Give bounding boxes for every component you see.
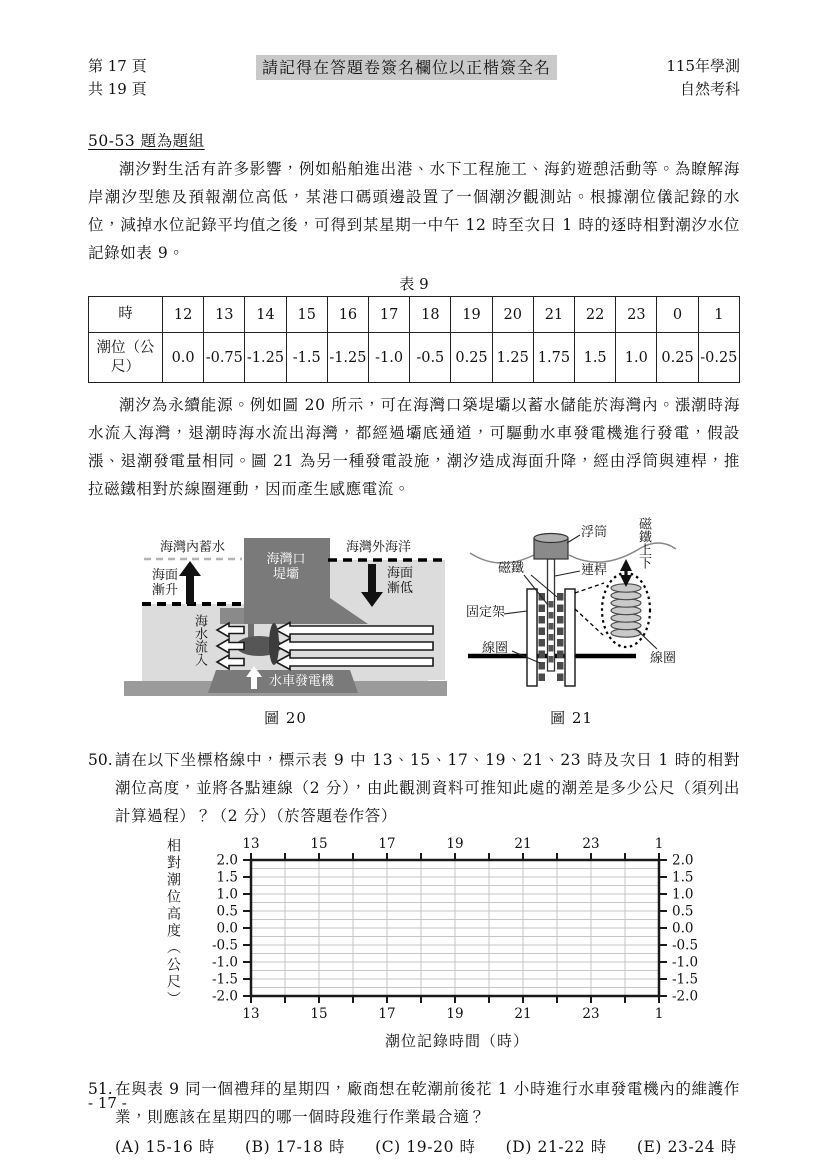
tide-level-cell: 0.0	[163, 333, 204, 383]
question-51-options	[115, 1133, 740, 1161]
x-tick-label-top: 15	[310, 836, 328, 852]
x-tick-label-top: 1	[654, 836, 664, 852]
figures-row	[88, 513, 740, 728]
hour-cell: 16	[327, 297, 368, 333]
question-50-text: 請在以下坐標格線中，標示表 9 中 13、15、17、19、21、23 時及次日 1 時的相對潮位高度，並將各點連線（2 分），由此觀測資料可推知此處的潮差是多少公尺（須列出計算過程）？（2 分）（於答題卷作答）	[115, 751, 740, 825]
rod-label: 連桿	[581, 563, 608, 578]
question-50-number: 50.	[88, 751, 113, 769]
y-tick-label-left: -0.5	[211, 937, 238, 954]
x-tick-label-top: 21	[514, 836, 532, 852]
y-tick-label-right: 2.0	[672, 852, 694, 869]
y-tick-label-right: -2.0	[672, 988, 699, 1005]
frame-label: 固定架	[466, 605, 506, 620]
magnet-updown-label: 磁鐵上下	[636, 517, 651, 569]
option-d: (D) 21-22 時	[505, 1138, 607, 1156]
tide-level-cell: 1.0	[616, 333, 657, 383]
hour-cell: 14	[245, 297, 286, 333]
y-tick-label-right: 0.0	[672, 920, 694, 937]
hour-cell: 15	[286, 297, 327, 333]
hour-cell: 22	[575, 297, 616, 333]
tide-level-cell: -1.25	[327, 333, 368, 383]
question-51-number: 51.	[88, 1080, 113, 1098]
updown-arrow	[620, 559, 632, 587]
y-tick-label-left: -1.0	[211, 954, 238, 971]
figure-20-caption: 圖 20	[264, 709, 307, 727]
page-number-block	[88, 55, 147, 101]
inflow-label: 海水流入	[192, 614, 207, 666]
row-header-level: 潮位（公尺）	[89, 333, 163, 383]
coil-label: 線圈	[482, 641, 509, 656]
y-tick-label-left: 2.0	[216, 852, 238, 869]
tide-level-cell: -1.0	[369, 333, 410, 383]
tide-level-cell: 0.25	[451, 333, 492, 383]
question-group-title: 50-53 題為題組	[88, 132, 205, 150]
total-pages-label: 共 19 頁	[88, 80, 147, 98]
y-tick-label-left: -1.5	[211, 971, 238, 988]
coil-zoom-label: 線圈	[650, 651, 677, 666]
stored-water-label: 海灣內蓄水	[160, 540, 226, 555]
turbine-blade	[269, 623, 279, 665]
coordinate-grid-block	[163, 836, 740, 1028]
x-tick-label-bottom: 23	[582, 1006, 600, 1022]
dam-label: 海灣口堤壩	[266, 552, 306, 582]
x-tick-label-bottom: 19	[446, 1006, 464, 1022]
tide-level-cell: 0.25	[657, 333, 698, 383]
x-tick-label-top: 19	[446, 836, 464, 852]
coordinate-grid	[205, 836, 705, 1028]
page-footer: - 17 -	[88, 1094, 127, 1112]
question-51-stem: 在與表 9 同一個禮拜的星期四，廠商想在乾潮前後花 1 小時進行水車發電機內的維護作業，則應該在星期四的哪一個時段進行作業最合適？	[115, 1080, 740, 1126]
hour-cell: 18	[410, 297, 451, 333]
rising-arrow	[179, 561, 201, 604]
group-intro-paragraph-1: 潮汐對生活有許多影響，例如船舶進出港、水下工程施工、海釣遊憩活動等。為瞭解海岸潮汐型態及預報潮位高低，某港口碼頭邊設置了一個潮汐觀測站。根據潮位儀記錄的水位，減掉水位記錄平均值之後，可得到某星期一中午 12 時至次日 1 時的逐時相對潮汐水位記錄如表 9。	[88, 160, 740, 262]
hour-cell: 20	[492, 297, 533, 333]
figure-20-canvas	[124, 538, 447, 698]
exam-info-block	[666, 55, 740, 101]
y-tick-label-left: 1.5	[216, 869, 238, 886]
table-row-hours	[89, 297, 740, 333]
tide-level-cell: -1.5	[286, 333, 327, 383]
figure-21-canvas	[464, 513, 679, 698]
y-tick-label-left: 0.5	[216, 903, 238, 920]
tide-level-cell: -1.25	[245, 333, 286, 383]
magnet-label: 磁鐵	[498, 561, 525, 576]
hour-cell: 13	[204, 297, 245, 333]
y-tick-label-right: -1.0	[672, 954, 699, 971]
figure-20	[124, 538, 447, 728]
page-content	[88, 129, 740, 1161]
subject-label: 自然考科	[679, 80, 740, 98]
tide-level-cell: -0.75	[204, 333, 245, 383]
x-tick-label-bottom: 21	[514, 1006, 532, 1022]
figure-21-caption: 圖 21	[550, 709, 593, 727]
sea-falling-label: 海面漸低	[386, 566, 413, 596]
tide-level-cell: 1.25	[492, 333, 533, 383]
y-tick-label-right: -1.5	[672, 971, 699, 988]
turbine-label: 水車發電機	[269, 674, 335, 689]
tide-table	[88, 296, 740, 383]
tide-level-cell: -0.5	[410, 333, 451, 383]
x-tick-label-top: 13	[242, 836, 260, 852]
option-c: (C) 19-20 時	[375, 1138, 476, 1156]
hour-cell: 17	[369, 297, 410, 333]
page-number-label: 第 17 頁	[88, 57, 147, 75]
hour-cell: 0	[657, 297, 698, 333]
sea-rising-label: 海面漸升	[151, 568, 178, 598]
y-tick-label-left: 1.0	[216, 886, 238, 903]
page-header	[88, 55, 740, 101]
tide-level-cell: 1.5	[575, 333, 616, 383]
hour-cell: 12	[163, 297, 204, 333]
float-label: 浮筒	[581, 525, 608, 540]
hour-cell: 1	[698, 297, 739, 333]
y-tick-label-right: 1.0	[672, 886, 694, 903]
x-tick-label-bottom: 17	[378, 1006, 396, 1022]
x-tick-label-bottom: 1	[654, 1006, 664, 1022]
question-51	[88, 1075, 740, 1161]
option-b: (B) 17-18 時	[244, 1138, 346, 1156]
row-header-time: 時	[89, 297, 163, 333]
tide-level-cell: -0.25	[698, 333, 739, 383]
signature-notice: 請記得在答題卷簽名欄位以正楷簽全名	[256, 55, 557, 80]
option-e: (E) 23-24 時	[636, 1138, 737, 1156]
y-tick-label-left: -2.0	[211, 988, 238, 1005]
figure-21	[464, 513, 679, 728]
y-tick-label-right: -0.5	[672, 937, 699, 954]
hour-cell: 23	[616, 297, 657, 333]
tide-level-cell: 1.75	[533, 333, 574, 383]
table9-caption: 表 9	[399, 275, 429, 293]
signature-notice-block	[256, 55, 557, 80]
question-51-text	[115, 1075, 740, 1161]
magnifier-leaders	[575, 583, 604, 635]
y-tick-label-right: 0.5	[672, 903, 694, 920]
x-tick-label-bottom: 15	[310, 1006, 328, 1022]
x-tick-label-bottom: 13	[242, 1006, 260, 1022]
y-tick-label-right: 1.5	[672, 869, 694, 886]
group-intro-paragraph-2: 潮汐為永續能源。例如圖 20 所示，可在海灣口築堤壩以蓄水儲能於海灣內。漲潮時海水流入海灣，退潮時海水流出海灣，都經過壩底通道，可驅動水車發電機進行發電，假設漲、退潮發電量相同。圖 21 為另一種發電設施，潮汐造成海面升降，經由浮筒與連桿，推拉磁鐵相對於線圈運動，因而產生感應電流。	[88, 396, 740, 498]
chart-y-axis-label: 相對潮位高度（公尺）	[165, 838, 181, 1008]
chart-x-axis-label: 潮位記錄時間（時）	[384, 1032, 529, 1050]
open-sea-label: 海灣外海洋	[346, 540, 412, 555]
question-50	[88, 746, 740, 830]
x-tick-label-top: 17	[378, 836, 396, 852]
hour-cell: 19	[451, 297, 492, 333]
option-a: (A) 15-16 時	[115, 1138, 215, 1156]
y-tick-label-left: 0.0	[216, 920, 238, 937]
exam-label: 115年學測	[666, 57, 740, 75]
x-tick-label-top: 23	[582, 836, 600, 852]
table-row-levels	[89, 333, 740, 383]
hour-cell: 21	[533, 297, 574, 333]
